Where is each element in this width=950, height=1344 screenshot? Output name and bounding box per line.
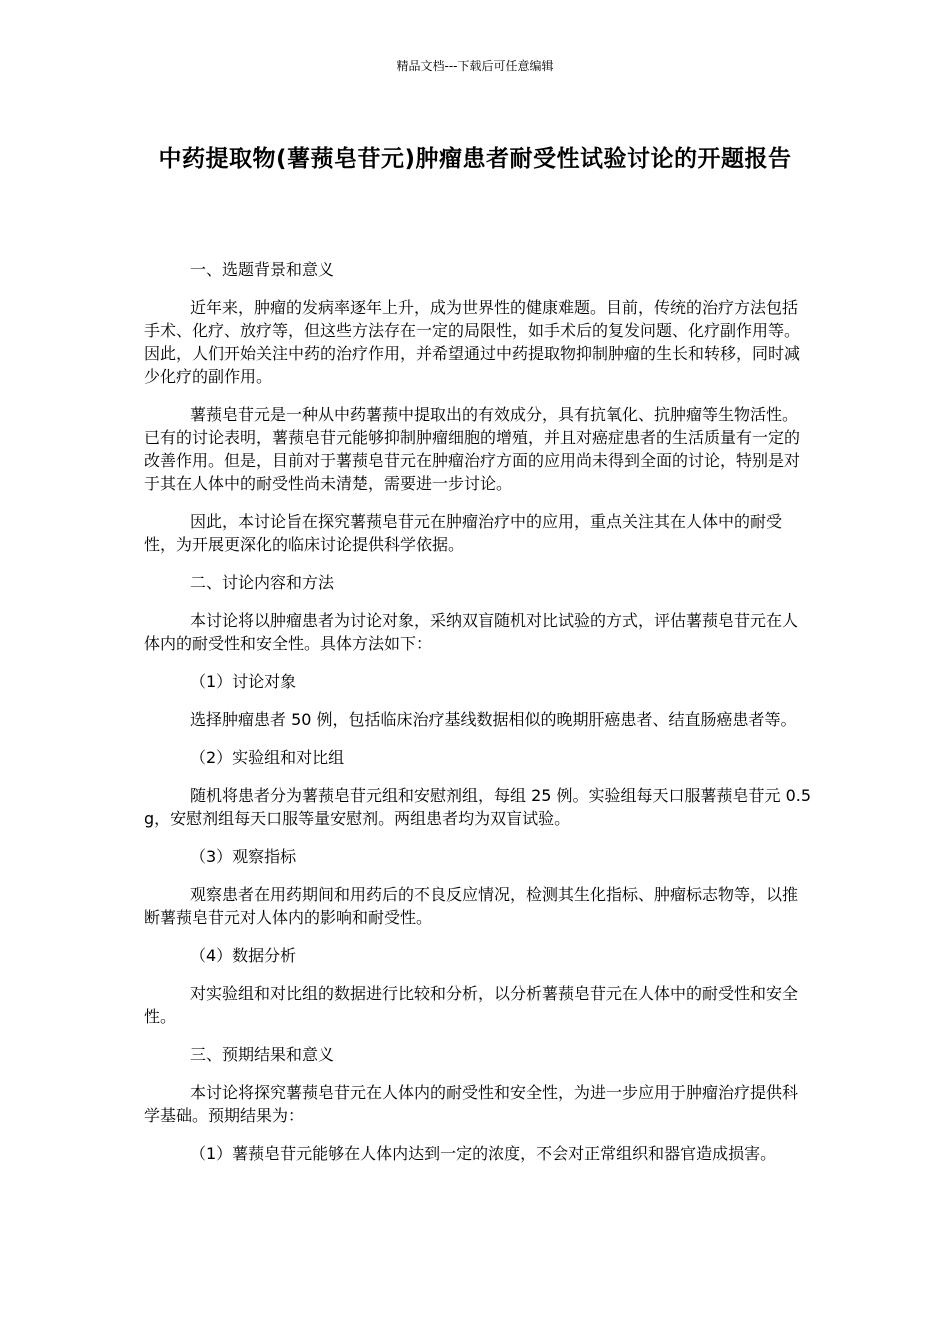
subheading-subjects: （1）讨论对象 xyxy=(190,672,297,691)
section-heading-expected-results: 三、预期结果和意义 xyxy=(190,1045,335,1064)
document-title: 中药提取物(薯蓣皂苷元)肿瘤患者耐受性试验讨论的开题报告 xyxy=(158,146,792,172)
paragraph-analysis: 对实验组和对比组的数据进行比较和分析，以分析薯蓣皂苷元在人体中的耐受性和安全性。 xyxy=(144,984,799,1026)
paragraph-methods-intro: 本讨论将以肿瘤患者为讨论对象，采纳双盲随机对比试验的方式，评估薯蓣皂苷元在人体内的耐受性和安全性。具体方法如下： xyxy=(144,611,799,653)
paragraph-background-2: 薯蓣皂苷元是一种从中药薯蓣中提取出的有效成分，具有抗氧化、抗肿瘤等生物活性。已有的讨论表明，薯蓣皂苷元能够抑制肿瘤细胞的增殖，并且对癌症患者的生活质量有一定的改善作用。但是，目前对于薯蓣皂苷元在肿瘤治疗方面的应用尚未得到全面的讨论，特别是对于其在人体中的耐受性尚未清楚，需要进一步讨论。 xyxy=(144,405,801,493)
header-note: 精品文档---下载后可任意编辑 xyxy=(396,59,554,73)
section-heading-background: 一、选题背景和意义 xyxy=(190,260,335,279)
subheading-analysis: （4）数据分析 xyxy=(190,946,297,965)
document-body xyxy=(144,258,812,1180)
paragraph-background-1: 近年来，肿瘤的发病率逐年上升，成为世界性的健康难题。目前，传统的治疗方法包括手术、化疗、放疗等，但这些方法存在一定的局限性，如手术后的复发问题、化疗副作用等。因此，人们开始关注中药的治疗作用，并希望通过中药提取物抑制肿瘤的生长和转移，同时减少化疗的副作用。 xyxy=(144,298,801,386)
paragraph-expected-item-1: （1）薯蓣皂苷元能够在人体内达到一定的浓度，不会对正常组织和器官造成损害。 xyxy=(190,1144,777,1163)
paragraph-expected-intro: 本讨论将探究薯蓣皂苷元在人体内的耐受性和安全性，为进一步应用于肿瘤治疗提供科学基础。预期结果为： xyxy=(144,1083,799,1125)
subheading-groups: （2）实验组和对比组 xyxy=(190,748,345,767)
paragraph-groups: 随机将患者分为薯蓣皂苷元组和安慰剂组，每组 25 例。实验组每天口服薯蓣皂苷元 0.5g，安慰剂组每天口服等量安慰剂。两组患者均为双盲试验。 xyxy=(144,786,812,828)
paragraph-background-3: 因此，本讨论旨在探究薯蓣皂苷元在肿瘤治疗中的应用，重点关注其在人体中的耐受性，为开展更深化的临床讨论提供科学依据。 xyxy=(144,512,783,554)
paragraph-subjects: 选择肿瘤患者 50 例，包括临床治疗基线数据相似的晚期肝癌患者、结直肠癌患者等。 xyxy=(190,710,797,729)
subheading-indicators: （3）观察指标 xyxy=(190,847,297,866)
paragraph-indicators: 观察患者在用药期间和用药后的不良反应情况，检测其生化指标、肿瘤标志物等，以推断薯蓣皂苷元对人体内的影响和耐受性。 xyxy=(144,885,799,927)
section-heading-methods: 二、讨论内容和方法 xyxy=(190,573,335,592)
